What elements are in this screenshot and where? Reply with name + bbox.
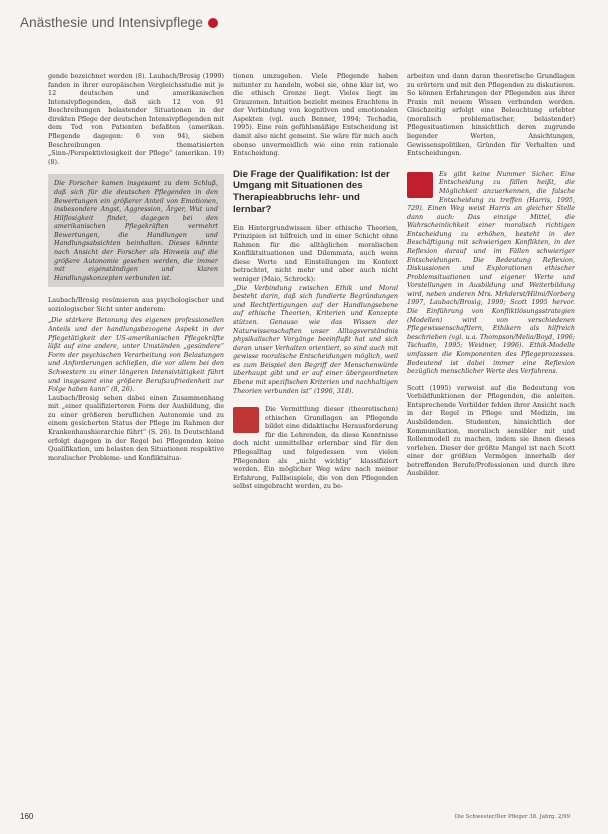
quote: „Die Verbindung zwischen Ethik und Moral besteht darin, daß sich fundierte Begründungen und Rechtfertigungen auf der Handlungsebene auf ethische Theorien, Kriterien und Konzepte stützen. Genauso wie das Wissen der Naturwissenschaften unser Alltagsverständnis physikalischer Vorgänge beeinflußt hat und sich daran unser Verhalten orientiert, so sind auch mit gewisse moralische Entscheidungen möglich, weil es zum Beispiel den Begriff der Menschenwürde überhaupt gibt und er auf einer übergeordneten Ebene mit spezifischen Kriterien und nachhaltigen Theorien verbunden ist“ (1996, 318).	[233, 283, 398, 395]
paragraph: Scott (1995) verweist auf die Bedeutung von Vorbildfunktionen der Pflegenden, die anleiten. Entsprechende Vorbilder fehlen ihrer Ansicht nach in der Regel in Pflege und Medizin, im Ausbildenden. Studenten, hinsichtlich der Kommunikation, moralisch sensibler mit und Rollenmodell zu machen, indem sie ihnen dieses vorleben. Dieser der größte Mangel ist nach Scott einer der größten Vermögen innerhalb der betreffenden Berufe/Professionen und durch ihre Ausbilder.	[407, 383, 575, 478]
drop-cap-block	[407, 172, 433, 198]
paragraph: arbeiten und dann daran theoretische Grundlagen zu erörtern und mit den Pflegenden zu diskutieren. So können Erfahrungen der Pflegenden aus ihrer Praxis mit neuem Wissen verbunden werden. Gleichzeitig erfolgt eine Beleuchtung erlebter (moralisch problematischer, belastender) Pflegesituationen hinsichtlich deren zugrunde liegender Werten, Ansichtungen, Gewissenspolitiken, Gründen für Verhalten und Entscheidungen.	[407, 72, 575, 158]
paragraph: gende bezeichnet werden (8). Laubach/Brosig (1999) fanden in ihrer europäischen Vergleichsstudie mit je 12 deutschen und amerikanischen Intensivpflegenden, daß sich 12 von 91 Beschreibungen belastender Situationen in der direkten Pflege der deutschen Intensivpflegenden mit dem Tod von Patienten befaßten (amerikan. Pflegende dagegen: 6 von 94), sieben Beschreibungen thematisierten „Sinn-/Perspektivlosigkeit der Pflege“ (amerikan. 19) (8).	[48, 72, 224, 166]
page-number: 160	[20, 812, 34, 821]
paragraph: Ein Hintergrundwissen über ethische Theorien, Prinzipien ist hilfreich und in einer Schicht ohne Rahmen für die alltäglichen moralischen Konfliktsituationen und Dilemmata, auch wenn diese Werte und Einstellungen im Kontext betrachtet, nicht mehr und aber auch nicht weniger (Maio, Schrock):	[233, 223, 398, 284]
highlight-box	[48, 174, 224, 287]
section-marker-dot	[208, 18, 218, 28]
section-title: Anästhesie und Intensivpflege	[20, 15, 204, 30]
paragraph: Laubach/Brosig sehen dabei einen Zusammenhang mit „einer qualifizierteren Form der Ausbildung, die zu einer größeren beruflichen Autonomie und zu einem gesicherten Status der Pflege im Rahmen der Krankenhaushierarchie führt“ (S. 26). In Deutschland erfolgt dagegen in der Regel bei Pflegenden keine Qualifikation, um belasten den Situationen respektive moralischer Probleme- und Konfliktsitua-	[48, 393, 224, 462]
column-middle	[233, 72, 398, 806]
quote: „Die stärkere Betonung des eigenen professionellen Anteils und der handlungsbezogene Aspekt in der Pflegetätigkeit der US-amerikanischen Pflegekräfte läßt auf eine andere, unter Umständen „gesündere“ Form der psychischen Verarbeitung von Belastungen und Anforderungen schließen, die vor allem bei den Schwestern zu einer längeren Intensivtätigkeit führt und insgesamt eine größere Berufszufriedenheit zur Folge haben kann“ (8, 26).	[48, 316, 224, 394]
column-left	[48, 72, 224, 806]
drop-cap-block	[233, 407, 259, 433]
highlight-text: Die Forscher kamen insgesamt zu dem Schluß, daß sich für die deutschen Pflegenden in den Bewertungen ein größerer Anteil von Emotionen, insbesondere Angst, Aggression, Ärger, Wut und Hilflosigkeit findet, dagegen bei den amerikanischen Pflegekräften vermehrt Bewertungen, die Handlungen und Handlungsabsichten beinhalten. Dieses könnte nach Ansicht der Forscher als Hinweis auf die größere Autonomie gesehen werden, die immer mit eigenständigen und klaren Handlungskonzepten verbunden ist.	[54, 179, 218, 282]
paragraph: Die Vermittlung dieser (theoretischen) ethischen Grundlagen an Pflegende bildet eine didaktische Herausforderung für die Lehrenden, da diese Kenntnisse doch nicht unmittelbar erlernbar sind für den Pflegealltag und folgedessen von vielen Pflegenden als „nicht wichtig“ klassifiziert werden. Ein möglicher Weg wäre nach meiner Erfahrung, Fallbeispiele, die von den Pflegenden selbst eingebracht werden, zu be-	[233, 405, 398, 491]
journal-source: Die Schwester/Der Pfleger 38. Jahrg. 2/99	[454, 814, 570, 820]
paragraph: Es gibt keine Nummer Sicher. Eine Entscheidung zu fällen heißt, die Möglichkeit anzuerkennen, die falsche Entscheidung zu treffen (Harris, 1995, 729). Einen Weg weist Harris an gleicher Stelle dann auch: Das einzige Mittel, die Wahrscheinlichkeit einer moralisch richtigen Entscheidung zu erhöhen, besteht in der Beschäftigung mit schwierigen Konflikten, in der Reflexion darauf und im Fällen schwieriger Entscheidungen. Die Bedeutung Reflexion, Diskussionen und Explorationen ethischer Problemsituationen und eigener Werte und Vorstellungen in Ausbildung und Weiterbildung wird, neben anderen Mrs. Mrkderst/Hilmi/Norberg 1997, Laubach/Brosig, 1999; Scott 1995 hervor. Die Einführung von Konfliktlösungsstrategien (Modellen) wird von verschiedenen Pflegewissenschaftlern, Ethikern als hilfreich beschrieben (vgl. u.a. Thompson/Melia/Boyd, 1996; Tschudin, 1995; Weidner, 1996). Ethik-Modelle umfassen die Komponenten des Pflegeprozesses. Bedeutend ist dabei immer eine Reflexion bezüglich menschlicher Werte des Verfahrens.	[407, 169, 575, 376]
section-header	[20, 14, 218, 32]
paragraph: tionen umzugehen. Viele Pflegende haben mitunter zu handeln, wobei sie, ohne klar ist, wo die ethisch Grenze liegt. Vieles liegt im Grauzonen. Intuition bezieht meines Erachtens in der Verbindung von kognitiven und emotionalen Aspekten (vgl. auch Benner, 1994; Techadia, 1995). Eine rein gefühlsmäßige Entscheidung ist damit also nicht gemeint. Sie wäre für mich auch ebenso unvermeidlich wie eine rein rationale Entscheidung.	[233, 72, 398, 158]
paragraph: Laubach/Brosig resümieren aus psychologischer und soziologischer Sicht unter anderem:	[48, 296, 224, 313]
column-right	[407, 72, 575, 806]
subheading: Die Frage der Qualifikation: Ist der Umgang mit Situationen des Therapieabbruchs lehr- und lernbar?	[233, 168, 390, 215]
